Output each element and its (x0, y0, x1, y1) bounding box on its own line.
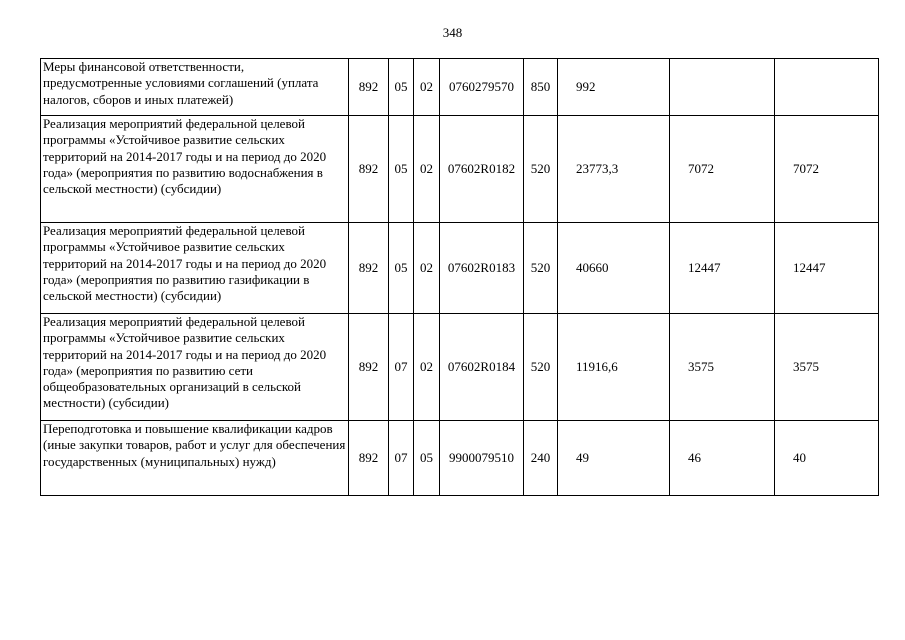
subsection-code-cell: 02 (414, 314, 440, 421)
target-article-cell: 9900079510 (440, 421, 524, 496)
table-row (41, 59, 879, 116)
table-row (41, 223, 879, 314)
amount-cell-3: 12447 (775, 223, 879, 314)
section-code-cell: 07 (389, 314, 414, 421)
amount-cell-1: 49 (558, 421, 670, 496)
row-name-cell: Реализация мероприятий федеральной целевой программы «Устойчивое развитие сельских территорий на 2014-2017 годы и на период до 2020 года» (мероприятия по развитию водоснабжения в сельской местности) (субсидии) (41, 116, 349, 223)
target-article-cell: 07602R0182 (440, 116, 524, 223)
amount-cell-2: 3575 (670, 314, 775, 421)
ministry-code-cell: 892 (349, 116, 389, 223)
table-row (41, 116, 879, 223)
expense-type-cell: 520 (524, 223, 558, 314)
amount-cell-1: 11916,6 (558, 314, 670, 421)
amount-cell-3: 3575 (775, 314, 879, 421)
ministry-code-cell: 892 (349, 421, 389, 496)
page-number: 348 (442, 25, 463, 40)
ministry-code-cell: 892 (349, 59, 389, 116)
target-article-cell: 0760279570 (440, 59, 524, 116)
amount-cell-1: 23773,3 (558, 116, 670, 223)
section-code-cell: 07 (389, 421, 414, 496)
section-code-cell: 05 (389, 223, 414, 314)
expense-type-cell: 850 (524, 59, 558, 116)
amount-cell-1: 992 (558, 59, 670, 116)
budget-table (40, 58, 879, 496)
expense-type-cell: 520 (524, 116, 558, 223)
expense-type-cell: 520 (524, 314, 558, 421)
table-row (41, 421, 879, 496)
row-name-cell: Реализация мероприятий федеральной целевой программы «Устойчивое развитие сельских территорий на 2014-2017 годы и на период до 2020 года» (мероприятия по развитию сети общеобразовательных организаций в сельской местности) (субсидии) (41, 314, 349, 421)
amount-cell-3 (775, 59, 879, 116)
ministry-code-cell: 892 (349, 223, 389, 314)
amount-cell-3: 40 (775, 421, 879, 496)
amount-cell-2: 7072 (670, 116, 775, 223)
amount-cell-3: 7072 (775, 116, 879, 223)
amount-cell-1: 40660 (558, 223, 670, 314)
expense-type-cell: 240 (524, 421, 558, 496)
subsection-code-cell: 05 (414, 421, 440, 496)
amount-cell-2: 12447 (670, 223, 775, 314)
target-article-cell: 07602R0183 (440, 223, 524, 314)
target-article-cell: 07602R0184 (440, 314, 524, 421)
amount-cell-2 (670, 59, 775, 116)
row-name-cell: Реализация мероприятий федеральной целевой программы «Устойчивое развитие сельских территорий на 2014-2017 годы и на период до 2020 года» (мероприятия по развитию газификации в сельской местности) (субсидии) (41, 223, 349, 314)
ministry-code-cell: 892 (349, 314, 389, 421)
table-row (41, 314, 879, 421)
subsection-code-cell: 02 (414, 59, 440, 116)
row-name-cell: Меры финансовой ответственности, предусмотренные условиями соглашений (уплата налогов, сборов и иных платежей) (41, 59, 349, 116)
subsection-code-cell: 02 (414, 116, 440, 223)
section-code-cell: 05 (389, 116, 414, 223)
row-name-cell: Переподготовка и повышение квалификации кадров (иные закупки товаров, работ и услуг для обеспечения государственных (муниципальных) нужд) (41, 421, 349, 496)
subsection-code-cell: 02 (414, 223, 440, 314)
amount-cell-2: 46 (670, 421, 775, 496)
section-code-cell: 05 (389, 59, 414, 116)
